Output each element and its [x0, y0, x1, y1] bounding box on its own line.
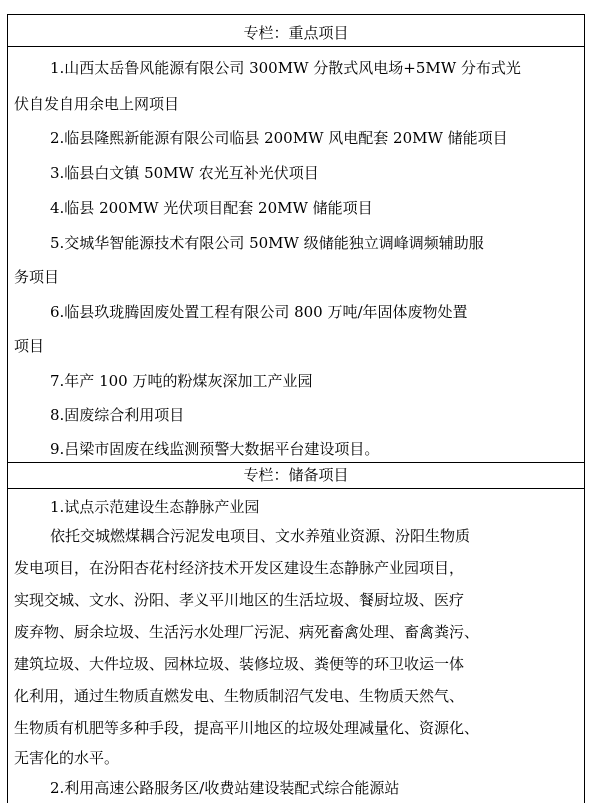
reserve-project-item-2: 2.利用高速公路服务区/收费站建设装配式综合能源站 — [50, 779, 400, 797]
key-project-item-6: 6.临县玖珑腾固废处置工程有限公司 800 万吨/年固体废物处置 — [50, 303, 468, 321]
key-project-item-3: 3.临县白文镇 50MW 农光互补光伏项目 — [50, 164, 319, 182]
key-project-item-8: 8.固废综合利用项目 — [50, 406, 185, 424]
section-title-key-projects: 专栏：重点项目 — [243, 24, 349, 42]
key-project-item-5-cont: 务项目 — [14, 268, 60, 286]
key-project-item-7: 7.年产 100 万吨的粉煤灰深加工产业园 — [50, 372, 313, 390]
reserve-project-description-line: 发电项目，在汾阳杏花村经济技术开发区建设生态静脉产业园项目， — [14, 559, 465, 577]
reserve-project-description-line: 依托交城燃煤耦合污泥发电项目、文水养殖业资源、汾阳生物质 — [50, 527, 471, 545]
key-project-item-5: 5.交城华智能源技术有限公司 50MW 级储能独立调峰调频辅助服 — [50, 234, 484, 252]
reserve-project-description-line: 生物质有机肥等多种手段，提高平川地区的垃圾处理减量化、资源化、 — [14, 719, 480, 737]
section-title-reserve-projects: 专栏：储备项目 — [243, 466, 349, 484]
reserve-project-description-line: 废弃物、厨余垃圾、生活污水处理厂污泥、病死畜禽处理、畜禽粪污、 — [14, 623, 480, 641]
reserve-project-item-1: 1.试点示范建设生态静脉产业园 — [50, 498, 260, 516]
key-project-item-4: 4.临县 200MW 光伏项目配套 20MW 储能项目 — [50, 199, 373, 217]
key-project-item-6-cont: 项目 — [14, 337, 45, 355]
reserve-project-description-line: 建筑垃圾、大件垃圾、园林垃圾、装修垃圾、粪便等的环卫收运一体 — [14, 655, 465, 673]
reserve-project-description-line: 实现交城、文水、汾阳、孝义平川地区的生活垃圾、餐厨垃圾、医疗 — [14, 591, 465, 609]
key-project-item-1-cont: 伏自发自用余电上网项目 — [14, 95, 180, 113]
divider — [7, 462, 585, 463]
key-project-item-2: 2.临县隆熙新能源有限公司临县 200MW 风电配套 20MW 储能项目 — [50, 129, 508, 147]
divider — [7, 488, 585, 489]
reserve-project-description-line: 无害化的水平。 — [14, 749, 120, 767]
key-project-item-9: 9.吕梁市固废在线监测预警大数据平台建设项目。 — [50, 440, 380, 458]
reserve-project-description-line: 化利用，通过生物质直燃发电、生物质制沼气发电、生物质天然气、 — [14, 687, 465, 705]
divider — [7, 46, 585, 47]
key-project-item-1: 1.山西太岳鲁风能源有限公司 300MW 分散式风电场+5MW 分布式光 — [50, 59, 521, 77]
